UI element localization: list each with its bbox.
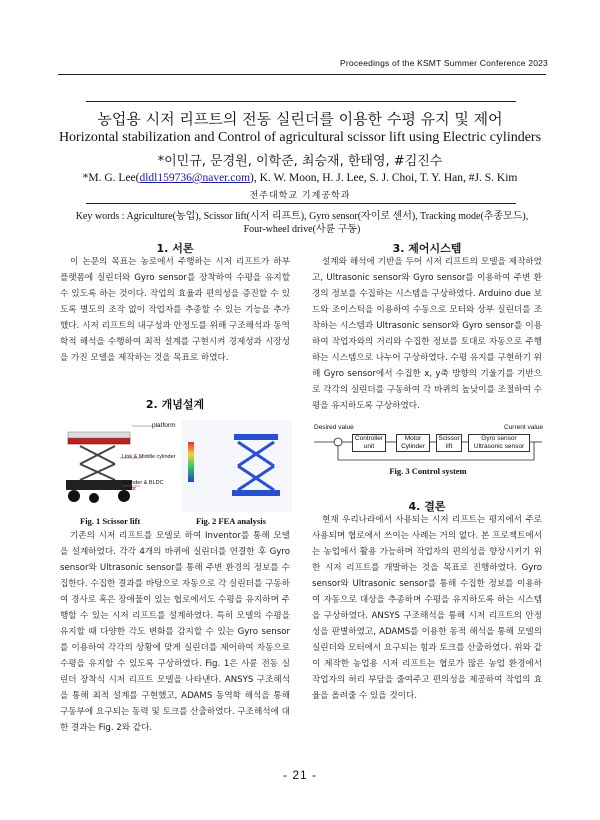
block-sensor: Gyro sensor Ultrasonic sensor xyxy=(468,434,530,452)
authors-english-suffix: ), K. W. Moon, H. J. Lee, S. J. Choi, T. Y. Han, #J. S. Kim xyxy=(250,172,518,184)
block-scissor-lift: Scissor lift xyxy=(436,434,462,452)
authors-english xyxy=(40,172,560,184)
authors-korean: *이민규, 문경원, 이학준, 최승재, 한태영, #김진수 xyxy=(157,154,443,169)
title-rule-top xyxy=(86,101,516,102)
section-text-concept: 기존의 시저 리프트를 모델로 하여 Inventor를 통해 모델을 설계하였다. 각각 4개의 바퀴에 실린더를 연결한 후 Gyro sensor와 Ultrasonic sensor를 통해 주변 환경의 정보를 수집한다. 수집한 결과를 바탕으로 자동으로 각 실린더를 구동하여 경사로 혹은 장애물이 있는 협로에서도 수평을 유지하며 주행할 수 있는 시저 리프트를 설계하였다. 특히 모델의 수평을 유지할 때 다양한 각도 변화를 감지할 수 있는 Gyro sensor를 이용하여 각각의 상황에 맞게 실린더를 제어하여 자동으로 수평을 유지할 수 있도록 구상하였다. Fig. 1은 사륜 전동 실린더 장착식 시저 리프트 모델을 나타낸다. ANSYS 구조해석을 통해 최적 설계를 구현했고, ADAMS 동역학 해석을 통해 구동부에 요구되는 동력 및 토크를 산출하였다. 구조해석에 대한 결과는 Fig. 2와 같다. xyxy=(60,531,290,733)
label-desired-value: Desired value xyxy=(314,424,354,431)
author-email-link[interactable]: dldl159736@naver.com xyxy=(139,172,251,184)
authors-english-prefix: *M. G. Lee( xyxy=(82,172,140,184)
label-platform: platform xyxy=(152,422,176,429)
block-controller: Controller unit xyxy=(352,434,386,452)
figure-control-system xyxy=(312,422,544,462)
title-english: Horizontal stabilization and Control of agricultural scissor lift using Electric cylinders xyxy=(58,130,542,145)
section-text-control: 설계와 해석에 기반을 두어 시저 리프트의 모델을 제작하였고, Ultrasonic sensor와 Gyro sensor를 이용하여 주변 환경의 정보를 수집하는 시스템을 구상하였다. Arduino due 보드와 조이스틱을 이용하여 수동으로 모터와 상부 실린더를 조작하는 시스템과 Ultrasonic sensor와 Gyro sensor를 이용하여 작업자와의 거리와 수집한 정보를 토대로 자동으로 주행하는 시스템으로 나누어 구상하였다. 수평 유지를 구현하기 위해 Gyro sensor에서 수집한 x, y축 방향의 기울기를 기반으로 각각의 실린더를 구동하여 각 바퀴의 높낮이를 조절하여 수평을 유지하도록 구상하였다. xyxy=(312,257,542,411)
section-heading-concept: 2. 개념설계 xyxy=(145,398,205,411)
keywords: Key words : Agriculture(농업), Scissor lift(시저 리프트), Gyro sensor(자이로 센서), Tracking mode(추종모드), Four-wheel drive(사륜 구동) xyxy=(75,211,529,235)
block-motor: Motor Cylinder xyxy=(396,434,430,452)
fea-drawing xyxy=(182,420,292,512)
figure-scissor-lift xyxy=(60,416,178,512)
title-rule-bottom xyxy=(86,203,516,204)
section-heading-control: 3. 제어시스템 xyxy=(392,242,462,255)
header-rule xyxy=(58,74,546,75)
figure-1-caption: Fig. 1 Scissor lift xyxy=(80,516,141,526)
section-text-conclusion: 현재 우리나라에서 사용되는 시저 리프트는 평지에서 주로 사용되며 협로에서 쓰이는 사례는 거의 없다. 본 프로젝트에서는 농업에서 활용 가능하며 작업자의 편의성을 향상시키기 위한 시저 리프트를 개발하는 것을 목표로 진행하였다. Gyro sensor와 Ultrasonic sensor를 통해 수집한 정보를 이용하여 자동으로 대상을 추종하며 수평을 유지하도록 하는 시스템을 구상하였다. ANSYS 구조해석을 통해 시저 리프트의 안정성을 판별하였고, ADAMS를 이용한 동적 해석을 통해 모델의 실린더와 모터에서 요구되는 힘과 토크를 산출하였다. 위와 같이 제작한 농업용 시저 리프트는 협로가 많은 농업 환경에서 작업자의 허리 부담을 줄여주고 편의성을 제공하여 작업의 효율을 올려줄 수 있을 것이다. xyxy=(312,515,542,701)
section-heading-intro: 1. 서론 xyxy=(156,242,194,255)
label-link-cylinder: Link & Middle cylinder xyxy=(122,454,176,460)
section-text-intro: 이 논문의 목표는 농로에서 주행하는 시저 리프트가 하부 플랫폼에 실린더와 Gyro sensor를 장착하여 수평을 유지할 수 있도록 하는 것이다. 작업의 효율과 편의성을 증진할 수 있도록 별도의 조작 없이 작업자를 추종할 수 있는 기능을 추가했다. 시저 리프트의 내구성과 안정도를 위해 구조해석과 동역학적 해석을 수행하여 최적 설계를 구현시켜 경제성과 시장성을 가진 모델을 제작하는 것을 목표로 하였다. xyxy=(60,257,290,363)
section-heading-conclusion: 4. 결론 xyxy=(408,500,446,513)
proceedings-header: Proceedings of the KSMT Summer Conference 2023 xyxy=(340,58,548,68)
page-number: - 21 - xyxy=(282,768,317,782)
figure-3-caption: Fig. 3 Control system xyxy=(389,466,467,476)
affiliation: 전주대학교 기계공학과 xyxy=(249,191,351,201)
title-korean: 농업용 시저 리프트의 전동 실린더를 이용한 수평 유지 및 제어 xyxy=(97,110,503,128)
label-cylinder-motor: Cylinder & BLDC motor xyxy=(122,480,164,492)
figure-fea xyxy=(182,420,292,512)
label-current-value: Current value xyxy=(504,424,544,431)
figure-2-caption: Fig. 2 FEA analysis xyxy=(196,516,266,526)
scissor-lift-drawing xyxy=(60,416,178,512)
